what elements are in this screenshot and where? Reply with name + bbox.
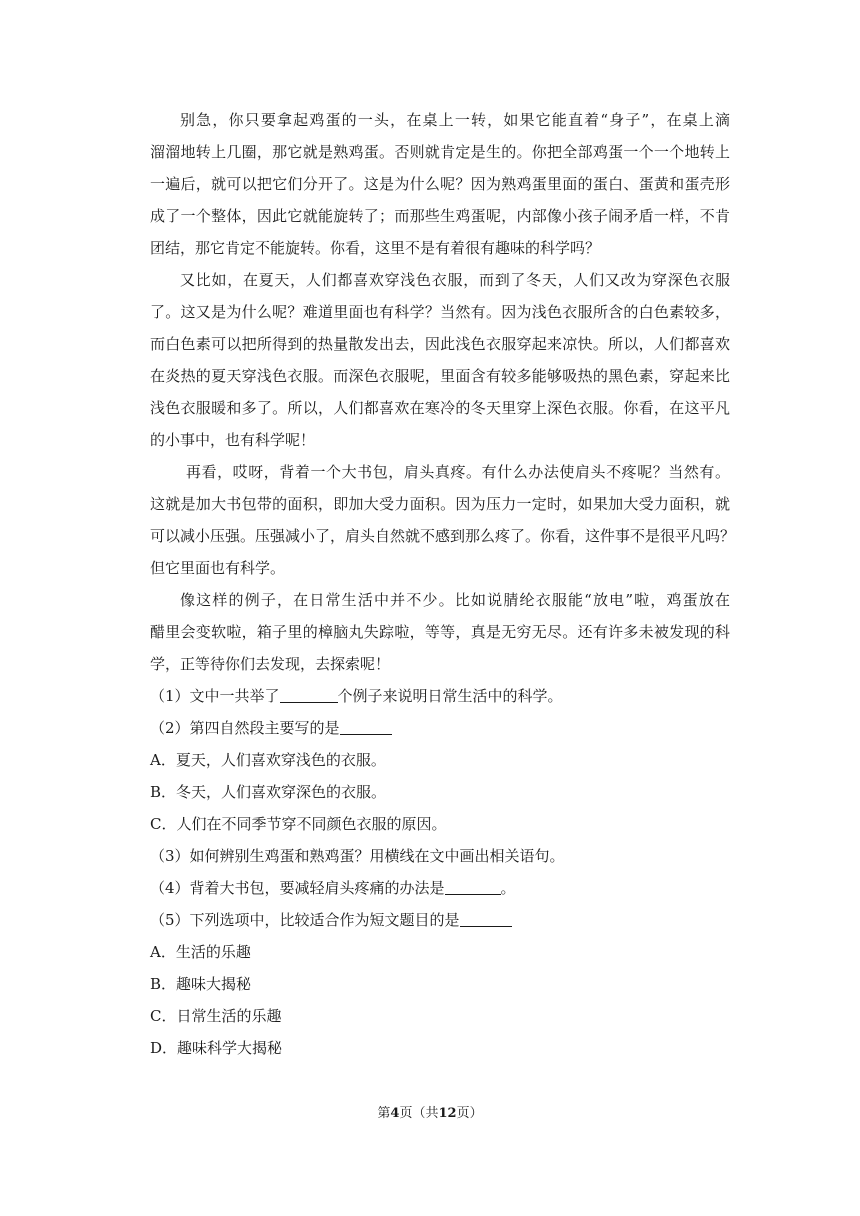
question-4 — [150, 872, 730, 904]
question-2 — [150, 712, 730, 744]
text-line: 但它里面也有科学。 — [150, 559, 286, 577]
answer-blank[interactable] — [460, 911, 512, 927]
paragraph-clothes — [150, 264, 730, 456]
text-line: 在炎热的夏天穿浅色衣服。而深色衣服呢，里面含有较多能够吸热的黑色素，穿起来比 — [150, 367, 730, 385]
text-line: 可以减小压强。压强减小了，肩头自然就不感到那么疼了。你看，这件事不是很平凡吗？ — [150, 527, 736, 545]
text-line: 而白色素可以把所得到的热量散发出去，因此浅色衣服穿起来凉快。所以，人们都喜欢 — [150, 335, 730, 353]
text-line: 了。这又是为什么呢？难道里面也有科学？当然有。因为浅色衣服所含的白色素较多， — [150, 303, 730, 321]
paragraph-egg — [150, 104, 730, 264]
text-line: 团结，那它肯定不能旋转。你看，这里不是有着很有趣味的科学吗？ — [150, 239, 601, 257]
page-footer — [0, 1104, 860, 1124]
text-line: 这就是加大书包带的面积，即加大受力面积。因为压力一定时，如果加大受力面积，就 — [150, 495, 730, 513]
question-3: （3）如何辨别生鸡蛋和熟鸡蛋？用横线在文中画出相关语句。 — [150, 847, 565, 865]
paragraph-schoolbag — [150, 456, 736, 584]
text-line: 又比如，在夏天，人们都喜欢穿浅色衣服，而到了冬天，人们又改为穿深色衣服 — [180, 271, 730, 289]
option-b: B．冬天，人们喜欢穿深色的衣服。 — [150, 783, 387, 801]
text-line: 的小事中，也有科学呢！ — [150, 431, 316, 449]
text-line: 成了一个整体，因此它就能旋转了；而那些生鸡蛋呢，内部像小孩子闹矛盾一样，不肯 — [150, 207, 730, 225]
text-line: 醋里会变软啦，箱子里的樟脑丸失踪啦，等等，真是无穷无尽。还有许多未被发现的科 — [150, 623, 730, 641]
text-line: 学，正等待你们去发现，去探索呢！ — [150, 655, 391, 673]
question-4-text-end: 。 — [500, 879, 516, 897]
footer-total-pages: 12 — [438, 1106, 457, 1121]
answer-blank[interactable] — [445, 879, 501, 895]
footer-suffix: 页） — [456, 1106, 483, 1121]
question-2-text: （2）第四自然段主要写的是 — [150, 719, 340, 737]
text-line: 浅色衣服暖和多了。所以，人们都喜欢在寒冷的冬天里穿上深色衣服。你看，在这平凡 — [150, 399, 730, 417]
question-1 — [150, 680, 730, 712]
option-a: A．夏天，人们喜欢穿浅色的衣服。 — [150, 751, 386, 769]
question-4-text: （4）背着大书包，要减轻肩头疼痛的办法是 — [150, 879, 445, 897]
question-1-text-end: 个例子来说明日常生活中的科学。 — [337, 687, 563, 705]
footer-middle: 页（共 — [399, 1106, 439, 1121]
text-line: 再看，哎呀，背着一个大书包，肩头真疼。有什么办法使肩头不疼呢？当然有。 — [186, 463, 730, 481]
footer-prefix: 第 — [377, 1106, 391, 1121]
question-5 — [150, 904, 730, 936]
text-line: 溜溜地转上几圈，那它就是熟鸡蛋。否则就肯定是生的。你把全部鸡蛋一个一个地转上 — [150, 143, 730, 161]
option-c: C．人们在不同季节穿不同颜色衣服的原因。 — [150, 815, 447, 833]
question-1-text: （1）文中一共举了 — [150, 687, 280, 705]
text-line: 别急，你只要拿起鸡蛋的一头，在桌上一转，如果它能直着“身子”，在桌上滴 — [180, 111, 730, 129]
answer-blank[interactable] — [340, 719, 392, 735]
paragraph-examples — [150, 584, 730, 680]
question-5-text: （5）下列选项中，比较适合作为短文题目的是 — [150, 911, 460, 929]
document-page — [150, 104, 736, 1064]
footer-page-number: 4 — [390, 1106, 400, 1121]
text-line: 像这样的例子，在日常生活中并不少。比如说腈纶衣服能“放电”啦，鸡蛋放在 — [180, 591, 730, 609]
text-line: 一遍后，就可以把它们分开了。这是为什么呢？因为熟鸡蛋里面的蛋白、蛋黄和蛋壳形 — [150, 175, 730, 193]
option-d: D．趣味科学大揭秘 — [150, 1039, 283, 1057]
option-a: A．生活的乐趣 — [150, 943, 251, 961]
option-c: C．日常生活的乐趣 — [150, 1007, 282, 1025]
option-b: B．趣味大揭秘 — [150, 975, 252, 993]
answer-blank[interactable] — [280, 687, 338, 703]
